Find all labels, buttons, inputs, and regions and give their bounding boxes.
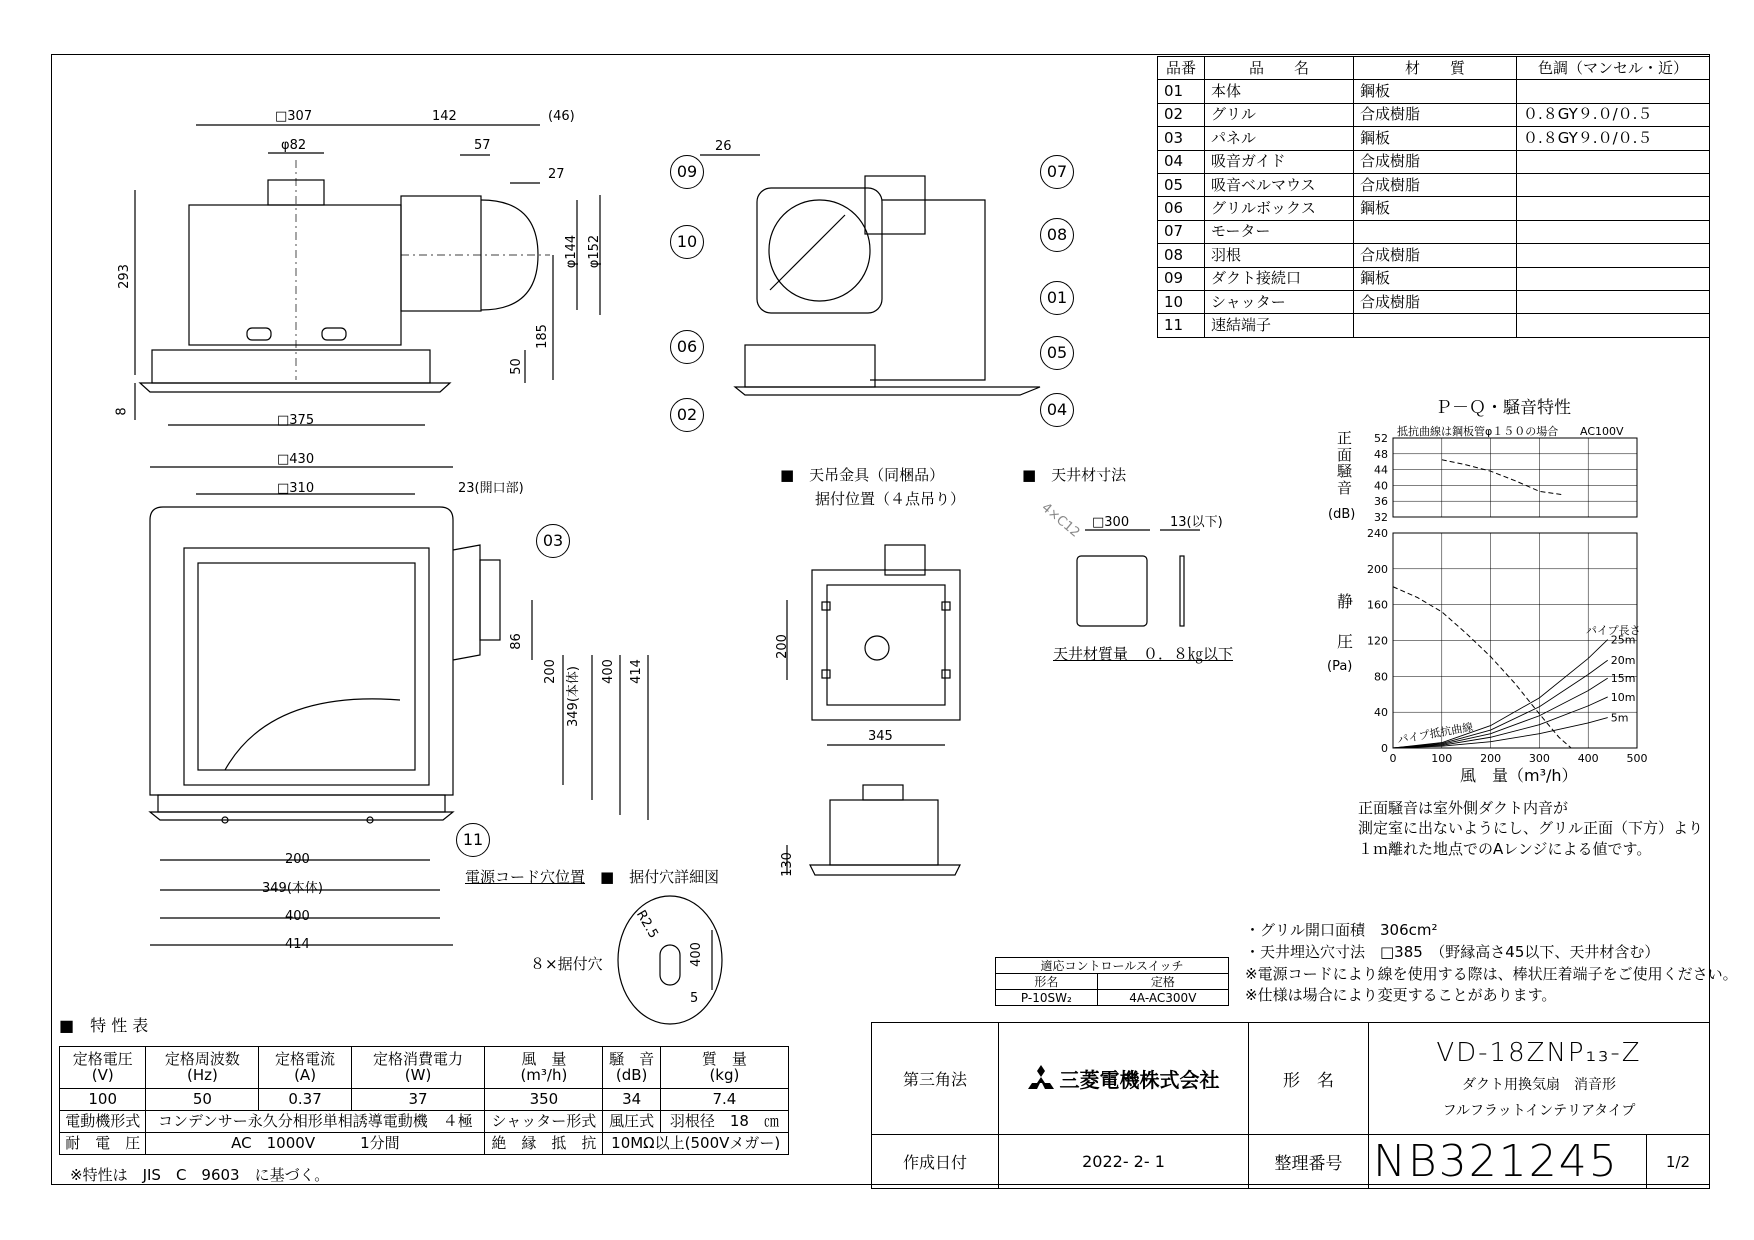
parts-table [1157, 56, 1710, 338]
flow-axis-label: 風 量（m³/h） [1460, 766, 1578, 785]
mitsubishi-logo [1028, 1065, 1054, 1093]
dim-50: 50 [508, 358, 524, 375]
flow-tick-label: 0 [1389, 752, 1397, 765]
date-value: 2022- 2- 1 [999, 1135, 1249, 1189]
pipe-curve-label: パイプ抵抗曲線 [1396, 720, 1475, 747]
shutter-label: シャッター形式 [485, 1111, 603, 1133]
pressure-axis-1: 静 [1337, 592, 1354, 611]
model-label: 形 名 [1249, 1023, 1369, 1135]
noise-unit: (dB) [1328, 507, 1356, 522]
pressure-tick-label: 120 [1367, 634, 1388, 648]
part-number: 06 [1158, 197, 1205, 220]
part-color [1517, 173, 1710, 196]
insulation-value: 10MΩ以上(500Vメガー) [603, 1133, 789, 1155]
table-row [1158, 314, 1710, 337]
part-number: 03 [1158, 127, 1205, 150]
part-color [1517, 267, 1710, 290]
table-row [1158, 173, 1710, 196]
dim-375: □375 [277, 413, 315, 428]
dim-349h: 349(本体) [262, 881, 323, 896]
spec-value: 350 [485, 1089, 603, 1111]
note-line: ・天井埋込穴寸法 □385 （野縁高さ45以下、天井材含む） [1245, 942, 1660, 961]
col-header: 品番 [1158, 57, 1205, 80]
callout-03: 03 [536, 524, 570, 558]
control-switch-header: 定格 [1097, 974, 1228, 990]
part-material: 合成樹脂 [1354, 103, 1517, 126]
part-number: 01 [1158, 80, 1205, 103]
parts-table-header [1158, 57, 1710, 80]
part-color [1517, 150, 1710, 173]
withstand-value: AC 1000V 1分間 [146, 1133, 485, 1155]
col-header: 色調（マンセル・近） [1517, 57, 1710, 80]
noise-tick-label: 36 [1374, 495, 1388, 509]
spec-header: 定格消費電力 (W) [351, 1047, 485, 1089]
part-color [1517, 220, 1710, 243]
spec-title: ■ 特 性 表 [59, 1016, 149, 1035]
dim-27: 27 [548, 167, 565, 182]
part-number: 09 [1158, 267, 1205, 290]
flow-tick-label: 500 [1626, 752, 1648, 765]
ceiling-title: ■ 天井材寸法 [1022, 466, 1127, 484]
flow-tick-label: 100 [1431, 752, 1453, 765]
flow-tick-label: 200 [1480, 752, 1502, 765]
dim-349v: 349(本体) [565, 666, 581, 727]
noise-tick-label: 40 [1374, 479, 1388, 493]
section-view [700, 155, 1040, 395]
part-number: 02 [1158, 103, 1205, 126]
part-color [1517, 197, 1710, 220]
part-name: 吸音ベルマウス [1205, 173, 1354, 196]
note-line: ※電源コードにより線を使用する際は、棒状圧着端子をご使用ください。 [1245, 964, 1738, 983]
callout-07: 07 [1040, 155, 1074, 189]
dim-300: □300 [1092, 515, 1130, 530]
spec-value: 0.37 [259, 1089, 351, 1111]
dim-307: □307 [275, 109, 313, 124]
dim-345: 345 [868, 729, 893, 744]
dim-23: 23(開口部) [458, 481, 524, 496]
table-row [1158, 244, 1710, 267]
part-name: ダクト接続口 [1205, 267, 1354, 290]
pressure-unit: (Pa) [1327, 659, 1353, 674]
model-cell [1369, 1023, 1710, 1135]
callout-05: 05 [1040, 336, 1074, 370]
part-name: シャッター [1205, 290, 1354, 313]
spec-value: 7.4 [660, 1089, 788, 1111]
chart-frames [1393, 438, 1637, 748]
table-row [1158, 80, 1710, 103]
dim-5: 5 [690, 991, 699, 1006]
dim-r25: R2.5 [632, 907, 661, 942]
page-number: 1/2 [1647, 1135, 1710, 1189]
chart-note-line: １ｍ離れた地点でのAレンジによる値です。 [1358, 839, 1652, 858]
model-desc-2: フルフラットインテリアタイプ [1442, 1102, 1636, 1119]
spec-value: 100 [60, 1089, 146, 1111]
mount-holes-label: ８×据付穴 [530, 955, 603, 973]
hanger-views [787, 545, 960, 875]
insulation-label: 絶 縁 抵 抗 [485, 1133, 603, 1155]
dim-200b: 200 [774, 634, 790, 659]
pipe-curve-label: 15m [1610, 672, 1636, 686]
general-notes [1245, 920, 1738, 1007]
flow-tick-label: 400 [1577, 752, 1599, 765]
dim-414h: 414 [285, 937, 310, 952]
pipe-length-label: パイプ長さ [1586, 624, 1641, 637]
dim-310: □310 [277, 481, 315, 496]
pq-chart [1367, 432, 1648, 765]
ceiling-mass: 天井材質量 ０．８㎏以下 [1053, 645, 1234, 663]
noise-tick-label: 48 [1374, 447, 1388, 461]
part-color [1517, 244, 1710, 267]
date-label: 作成日付 [872, 1135, 999, 1189]
company-cell [999, 1023, 1249, 1135]
callout-10: 10 [670, 225, 704, 259]
power-hole-label: 電源コード穴位置 [465, 868, 586, 886]
spec-table [59, 1046, 789, 1155]
hanger-subtitle: 据付位置（４点吊り） [815, 490, 966, 508]
spec-value: 50 [146, 1089, 259, 1111]
dim-82: φ82 [281, 138, 307, 153]
spec-header: 質 量 (kg) [660, 1047, 788, 1089]
control-switch-title: 適応コントロールスイッチ [996, 958, 1229, 974]
table-row [1158, 290, 1710, 313]
pipe-curve-label: 25m [1610, 633, 1636, 647]
motor-label: 電動機形式 [60, 1111, 146, 1133]
dim-293: 293 [116, 264, 132, 289]
dim-185: 185 [534, 324, 550, 349]
noise-tick-label: 32 [1374, 511, 1388, 524]
dim-430: □430 [277, 452, 315, 467]
spec-value: 34 [603, 1089, 660, 1111]
part-name: 本体 [1205, 80, 1354, 103]
dim-400s: 400 [688, 942, 704, 967]
spec-footnote: ※特性は JIS C 9603 に基づく。 [70, 1166, 330, 1184]
ceiling-material-view [1077, 530, 1200, 626]
callout-08: 08 [1040, 218, 1074, 252]
noise-axis-label: 正面騒音 [1337, 429, 1353, 497]
dim-144: φ144 [564, 234, 580, 269]
dim-142: 142 [432, 109, 457, 124]
dim-152: φ152 [587, 234, 603, 269]
blade-cell [660, 1111, 788, 1133]
number-label: 整理番号 [1249, 1135, 1369, 1189]
part-number: 11 [1158, 314, 1205, 337]
callout-11: 11 [456, 823, 490, 857]
part-name: グリル [1205, 103, 1354, 126]
hanger-title: ■ 天吊金具（同梱品） [780, 466, 945, 484]
dim-400h: 400 [285, 909, 310, 924]
dim-414v: 414 [628, 659, 644, 684]
spec-header: 定格電圧 (V) [60, 1047, 146, 1089]
control-switch-table [995, 957, 1229, 1006]
dim-130: 130 [779, 852, 795, 877]
projection-label: 第三角法 [872, 1023, 999, 1135]
spec-header: 定格周波数 (Hz) [146, 1047, 259, 1089]
dim-46: (46) [548, 109, 575, 124]
part-color [1517, 290, 1710, 313]
dim-26: 26 [715, 139, 732, 154]
parts-table-body [1158, 80, 1710, 337]
dim-57: 57 [474, 138, 491, 153]
flow-tick-label: 300 [1528, 752, 1550, 765]
model-desc-1: ダクト用換気扇 消音形 [1462, 1076, 1616, 1093]
model-number: VD-18ZNP₁₃-Z [1436, 1037, 1642, 1068]
dim-86: 86 [508, 633, 524, 650]
pipe-curve-label: 20m [1610, 654, 1636, 668]
col-header: 品 名 [1205, 57, 1354, 80]
side-view [135, 125, 603, 428]
pressure-tick-label: 160 [1367, 598, 1388, 612]
chart-note [1358, 798, 1703, 859]
dim-8: 8 [114, 407, 130, 416]
company-name: 三菱電機株式会社 [1059, 1068, 1220, 1092]
part-number: 08 [1158, 244, 1205, 267]
note-line: ・グリル開口面積 306cm² [1245, 921, 1438, 939]
blade-value: 18 ㎝ [729, 1111, 779, 1130]
part-material: 鋼板 [1354, 267, 1517, 290]
pressure-tick-label: 200 [1367, 562, 1388, 576]
mount-detail-title: ■ 据付穴詳細図 [600, 868, 720, 886]
pq-curve [1393, 587, 1571, 748]
pipe-curve-label: 5m [1610, 711, 1629, 725]
part-name: 吸音ガイド [1205, 150, 1354, 173]
noise-tick-label: 44 [1374, 463, 1388, 477]
part-material: 鋼板 [1354, 127, 1517, 150]
part-name: 速結端子 [1205, 314, 1354, 337]
spec-value: 37 [351, 1089, 485, 1111]
part-color: ０.８GY９.０/０.５ [1517, 127, 1710, 150]
part-material: 合成樹脂 [1354, 173, 1517, 196]
part-name: パネル [1205, 127, 1354, 150]
part-name: 羽根 [1205, 244, 1354, 267]
part-name: グリルボックス [1205, 197, 1354, 220]
pressure-tick-label: 40 [1374, 706, 1388, 720]
spec-header: 風 量 (m³/h) [485, 1047, 603, 1089]
part-material [1354, 314, 1517, 337]
part-material: 合成樹脂 [1354, 290, 1517, 313]
table-row [1158, 150, 1710, 173]
chart-title: Ｐ－Ｑ・騒音特性 [1435, 398, 1571, 418]
note-line: ※仕様は場合により変更することがあります。 [1245, 986, 1557, 1005]
part-color [1517, 314, 1710, 337]
callout-01: 01 [1040, 281, 1074, 315]
table-row [1158, 220, 1710, 243]
dim-400v: 400 [600, 659, 616, 684]
table-row [1158, 103, 1710, 126]
part-color: ０.８GY９.０/０.５ [1517, 103, 1710, 126]
col-header: 材 質 [1354, 57, 1517, 80]
part-number: 10 [1158, 290, 1205, 313]
part-color [1517, 80, 1710, 103]
pressure-axis-2: 圧 [1337, 632, 1354, 651]
blade-label: 羽根径 [669, 1111, 715, 1130]
control-switch-header: 形名 [996, 974, 1098, 990]
spec-header: 騒 音 (dB) [603, 1047, 660, 1089]
part-number: 05 [1158, 173, 1205, 196]
spec-header: 定格電流 (A) [259, 1047, 351, 1089]
resistance-note: 抵抗曲線は鋼板管φ１５０の場合 [1397, 425, 1559, 438]
callout-02: 02 [670, 398, 704, 432]
pressure-tick-label: 240 [1367, 527, 1388, 540]
chart-note-line: 正面騒音は室外側ダクト内音が [1358, 799, 1569, 817]
dim-c12: 4×C12 [1038, 500, 1083, 541]
chart-note-line: 測定室に出ないようにし、グリル正面（下方）より [1358, 819, 1704, 838]
part-number: 04 [1158, 150, 1205, 173]
power-label: AC100V [1580, 425, 1624, 438]
noise-curve [1442, 460, 1564, 495]
control-switch-rating: 4A-AC300V [1097, 990, 1228, 1006]
part-name: モーター [1205, 220, 1354, 243]
callout-06: 06 [670, 330, 704, 364]
part-material: 鋼板 [1354, 80, 1517, 103]
callout-09: 09 [670, 155, 704, 189]
dim-200v: 200 [542, 659, 558, 684]
table-row [1158, 127, 1710, 150]
table-row [1158, 267, 1710, 290]
drawing-number: NB321245 [1369, 1135, 1647, 1189]
title-block [871, 1022, 1710, 1189]
part-material: 鋼板 [1354, 197, 1517, 220]
dim-13: 13(以下) [1170, 515, 1223, 530]
pressure-tick-label: 0 [1381, 742, 1388, 755]
noise-tick-label: 52 [1374, 432, 1388, 445]
control-switch-model: P-10SW₂ [996, 990, 1098, 1006]
part-material: 合成樹脂 [1354, 150, 1517, 173]
pipe-curve-label: 10m [1610, 690, 1636, 704]
motor-value: コンデンサー永久分相形単相誘導電動機 ４極 [146, 1111, 485, 1133]
callout-04: 04 [1040, 393, 1074, 427]
pressure-tick-label: 80 [1374, 670, 1388, 684]
part-material [1354, 220, 1517, 243]
part-number: 07 [1158, 220, 1205, 243]
part-material: 合成樹脂 [1354, 244, 1517, 267]
withstand-label: 耐 電 圧 [60, 1133, 146, 1155]
dim-200h: 200 [285, 852, 310, 867]
shutter-value: 風圧式 [603, 1111, 660, 1133]
table-row [1158, 197, 1710, 220]
